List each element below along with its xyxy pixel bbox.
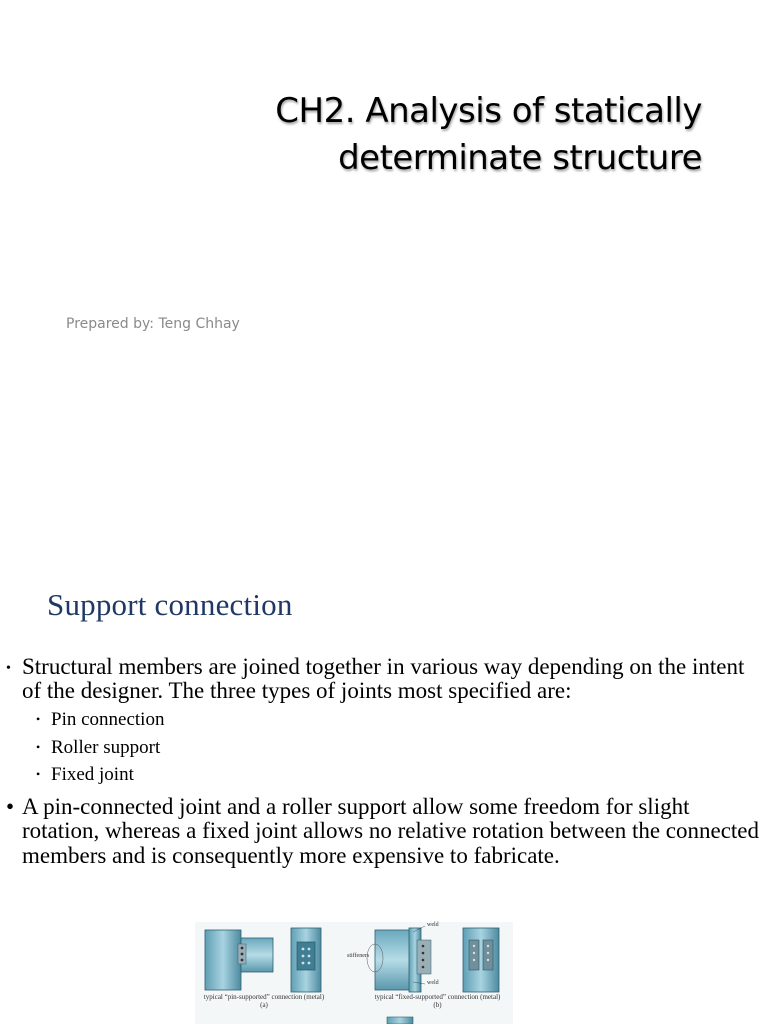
sub-item-fixed xyxy=(36,761,766,789)
slide-title xyxy=(142,88,702,182)
sub-item-text: Roller support xyxy=(51,736,161,758)
label-weld-bottom: weld xyxy=(427,980,439,986)
caption-b: typical “fixed-supported” connection (metal) xyxy=(374,993,501,1001)
bullet-list xyxy=(6,655,766,868)
sub-item-pin xyxy=(36,706,766,734)
sub-bullet-marker: • xyxy=(36,739,41,754)
section-title: Support connection xyxy=(47,587,293,622)
bullet-marker: • xyxy=(6,793,15,819)
title-line-1: CH2. Analysis of statically xyxy=(275,91,702,131)
sub-item-roller xyxy=(36,734,766,762)
caption-b-letter: (b) xyxy=(433,1001,442,1009)
caption-a-letter: (a) xyxy=(260,1001,268,1009)
sub-item-text: Fixed joint xyxy=(51,764,134,785)
content-slide xyxy=(0,560,768,1024)
sub-bullet-marker: • xyxy=(36,712,41,726)
pin-connection-front-view xyxy=(291,928,321,992)
sub-list xyxy=(6,706,766,789)
sub-bullet-marker: • xyxy=(36,767,41,781)
bullet-item-2 xyxy=(6,795,766,869)
connection-figure xyxy=(195,922,513,1024)
bullet-item-1 xyxy=(6,655,766,703)
fixed-connection-front-view xyxy=(463,928,499,992)
bullet-text: A pin-connected joint and a roller support allow some freedom for slight rotation, whereas a fixed joint allows no relative rotation between the connected members and is consequently more expensive to fabricate. xyxy=(22,793,760,868)
prepared-by-text: Prepared by: Teng Chhay xyxy=(66,316,240,332)
bullet-marker: • xyxy=(6,661,11,676)
label-weld-top: weld xyxy=(427,922,439,928)
title-line-2: determinate structure xyxy=(338,138,702,178)
pin-connection-side-view xyxy=(205,930,273,990)
bullet-text: Structural members are joined together in various way depending on the intent of the designer. The three types of joints most specified are: xyxy=(22,654,745,703)
label-stiffeners: stiffeners xyxy=(347,953,370,959)
sub-item-text: Pin connection xyxy=(51,709,165,730)
caption-a: typical “pin-supported” connection (metal) xyxy=(203,993,325,1001)
next-figure-fragment xyxy=(387,1017,413,1024)
fixed-connection-side-view xyxy=(367,926,431,992)
